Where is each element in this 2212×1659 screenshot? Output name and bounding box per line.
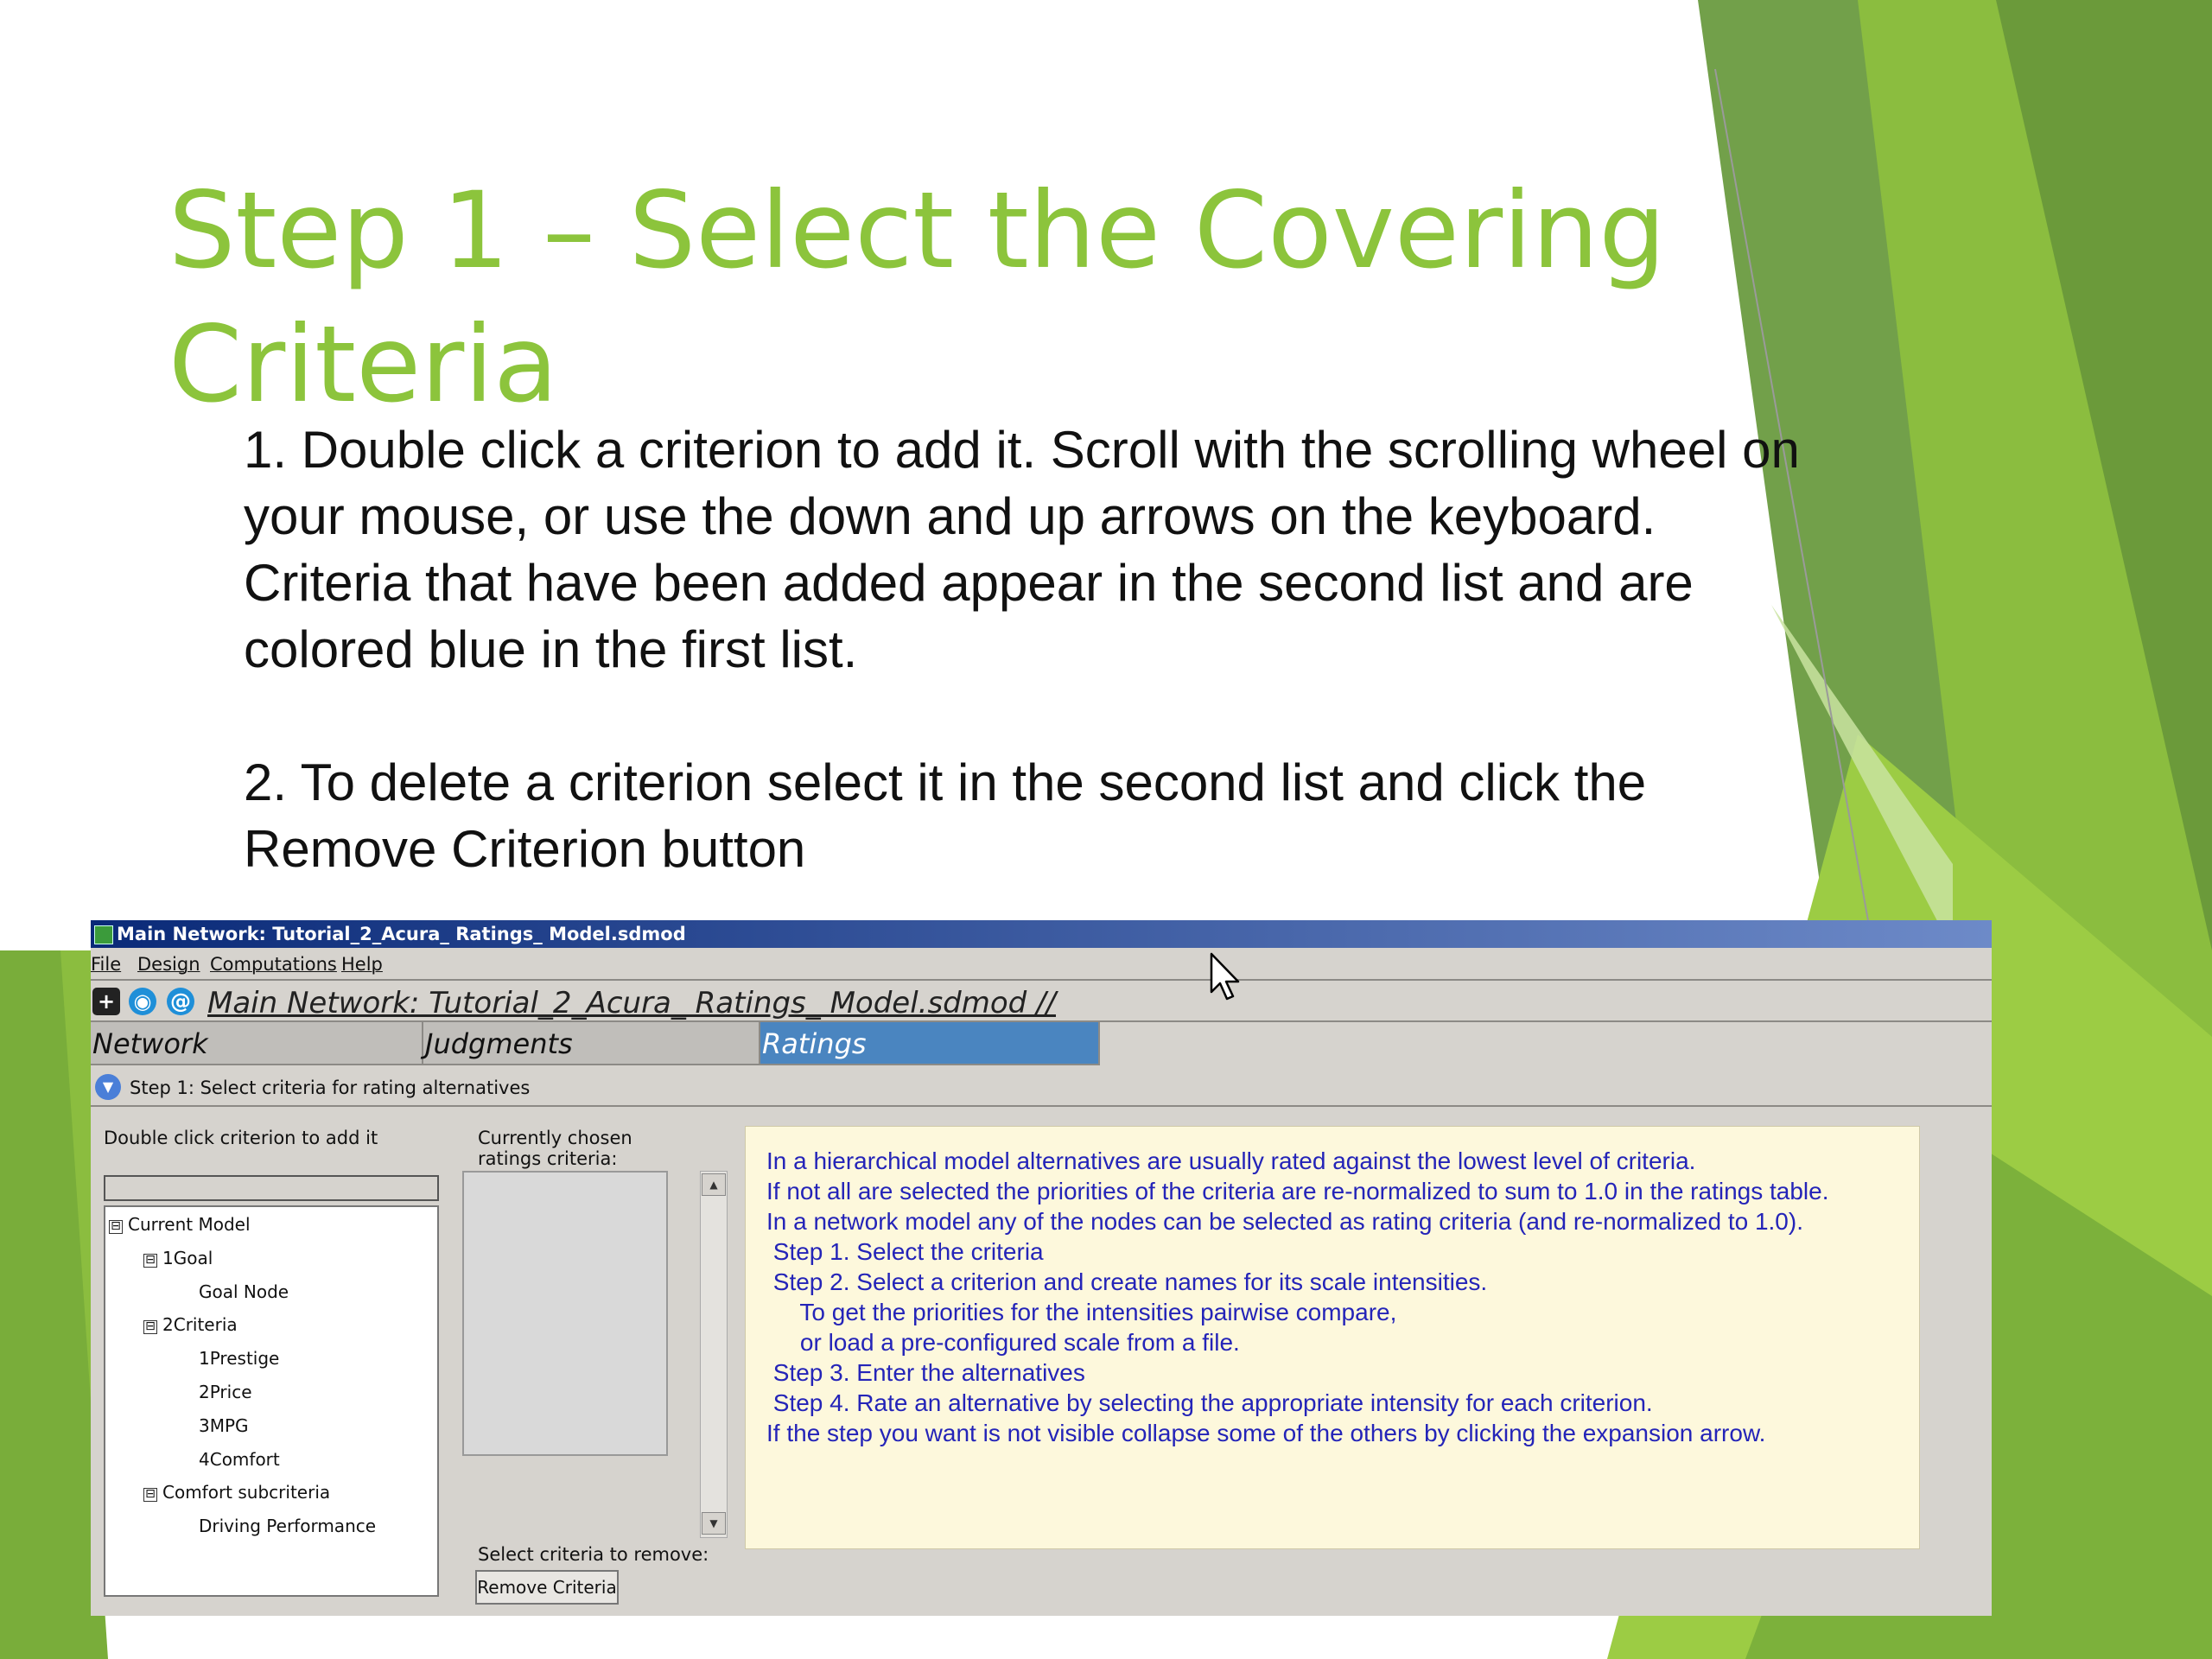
tree-item-current-model[interactable]: ⊟ Current Model bbox=[109, 1214, 251, 1235]
tab-bar bbox=[91, 1022, 1992, 1067]
chosen-criteria-label-1: Currently chosen bbox=[478, 1128, 632, 1148]
menu-file[interactable]: File bbox=[91, 954, 122, 975]
help-line: To get the priorities for the intensities pairwise compare, bbox=[766, 1299, 1397, 1325]
help-line: If not all are selected the priorities of the criteria are re-normalized to sum to 1.0 in the ratings table. bbox=[766, 1178, 1829, 1205]
search-icon[interactable]: @ bbox=[167, 988, 194, 1015]
tree-item-price[interactable]: 2Price bbox=[199, 1382, 252, 1402]
help-line: Step 3. Enter the alternatives bbox=[766, 1359, 1085, 1386]
chevron-down-icon[interactable]: ▼ bbox=[95, 1074, 121, 1100]
scroll-down-icon[interactable]: ▼ bbox=[702, 1512, 726, 1535]
tree-item-driving-performance[interactable]: Driving Performance bbox=[199, 1516, 377, 1536]
collapse-icon[interactable]: ⊟ bbox=[143, 1320, 157, 1334]
vertical-scrollbar[interactable] bbox=[700, 1171, 728, 1538]
tree-item-comfort-subcriteria[interactable]: ⊟ Comfort subcriteria bbox=[143, 1482, 330, 1503]
criteria-tree[interactable] bbox=[104, 1205, 439, 1597]
instruction-1: 1. Double click a criterion to add it. Scroll with the scrolling wheel on your mouse, or use the down and up arrows on the keyboard. Criteria that have been added appear in the second list and are colored blue in the first list. bbox=[244, 421, 1800, 678]
window-title: Main Network: Tutorial_2_Acura_ Ratings_ Model.sdmod bbox=[117, 924, 686, 944]
slide-instructions bbox=[244, 416, 1816, 882]
help-line: Step 1. Select the criteria bbox=[766, 1238, 1044, 1265]
tree-item-criteria[interactable]: ⊟ 2Criteria bbox=[143, 1314, 238, 1335]
menu-computations[interactable]: Computations bbox=[210, 954, 337, 975]
help-line: Step 2. Select a criterion and create names for its scale intensities. bbox=[766, 1268, 1488, 1295]
plus-icon[interactable]: + bbox=[92, 988, 120, 1015]
mouse-cursor-icon bbox=[1210, 952, 1244, 1004]
help-line: If the step you want is not visible collapse some of the others by clicking the expansion arrow. bbox=[766, 1420, 1766, 1446]
help-line: In a hierarchical model alternatives are usually rated against the lowest level of criteria. bbox=[766, 1147, 1696, 1174]
chosen-criteria-list[interactable] bbox=[462, 1171, 668, 1456]
collapse-icon[interactable]: ⊟ bbox=[143, 1254, 157, 1268]
slide-title: Step 1 – Select the Covering Criteria bbox=[168, 169, 1666, 426]
remove-criteria-button[interactable]: Remove Criteria bbox=[475, 1570, 619, 1605]
instruction-2: 2. To delete a criterion select it in the second list and click the Remove Criterion button bbox=[244, 753, 1647, 878]
window-titlebar[interactable] bbox=[91, 920, 1992, 948]
step-title: Step 1: Select criteria for rating alternatives bbox=[130, 1077, 531, 1098]
help-line: In a network model any of the nodes can be selected as rating criteria (and re-normalized to 1.0). bbox=[766, 1208, 1803, 1235]
eye-icon[interactable]: ◉ bbox=[129, 988, 156, 1015]
tree-item-goal-node[interactable]: Goal Node bbox=[199, 1281, 289, 1302]
help-panel bbox=[745, 1126, 1920, 1549]
help-line: or load a pre-configured scale from a file. bbox=[766, 1329, 1240, 1356]
superdecisions-window bbox=[91, 920, 1992, 1616]
tab-ratings[interactable]: Ratings bbox=[760, 1022, 1100, 1065]
chosen-criteria-label-2: ratings criteria: bbox=[478, 1148, 618, 1169]
help-line: Step 4. Rate an alternative by selecting the appropriate intensity for each criterion. bbox=[766, 1389, 1653, 1416]
criteria-filter-input[interactable] bbox=[104, 1175, 439, 1201]
tab-network[interactable]: Network bbox=[91, 1022, 423, 1065]
tree-item-comfort[interactable]: 4Comfort bbox=[199, 1449, 280, 1470]
tree-item-mpg[interactable]: 3MPG bbox=[199, 1415, 249, 1436]
menu-help[interactable]: Help bbox=[341, 954, 383, 975]
menu-bar bbox=[91, 948, 1992, 981]
menu-design[interactable]: Design bbox=[137, 954, 200, 975]
tab-judgments[interactable]: Judgments bbox=[423, 1022, 760, 1065]
toolbar bbox=[91, 981, 1992, 1022]
network-path: Main Network: Tutorial_2_Acura_ Ratings_ Model.sdmod // bbox=[207, 986, 1056, 1020]
tree-item-goal[interactable]: ⊟ 1Goal bbox=[143, 1248, 213, 1268]
tree-item-prestige[interactable]: 1Prestige bbox=[199, 1348, 280, 1369]
remove-criteria-label: Select criteria to remove: bbox=[478, 1544, 709, 1565]
collapse-icon[interactable]: ⊟ bbox=[143, 1488, 157, 1502]
step-header bbox=[91, 1069, 1992, 1107]
add-criterion-label: Double click criterion to add it bbox=[104, 1128, 378, 1148]
app-icon bbox=[94, 925, 113, 944]
scroll-up-icon[interactable]: ▲ bbox=[702, 1173, 726, 1196]
collapse-icon[interactable]: ⊟ bbox=[109, 1220, 123, 1234]
